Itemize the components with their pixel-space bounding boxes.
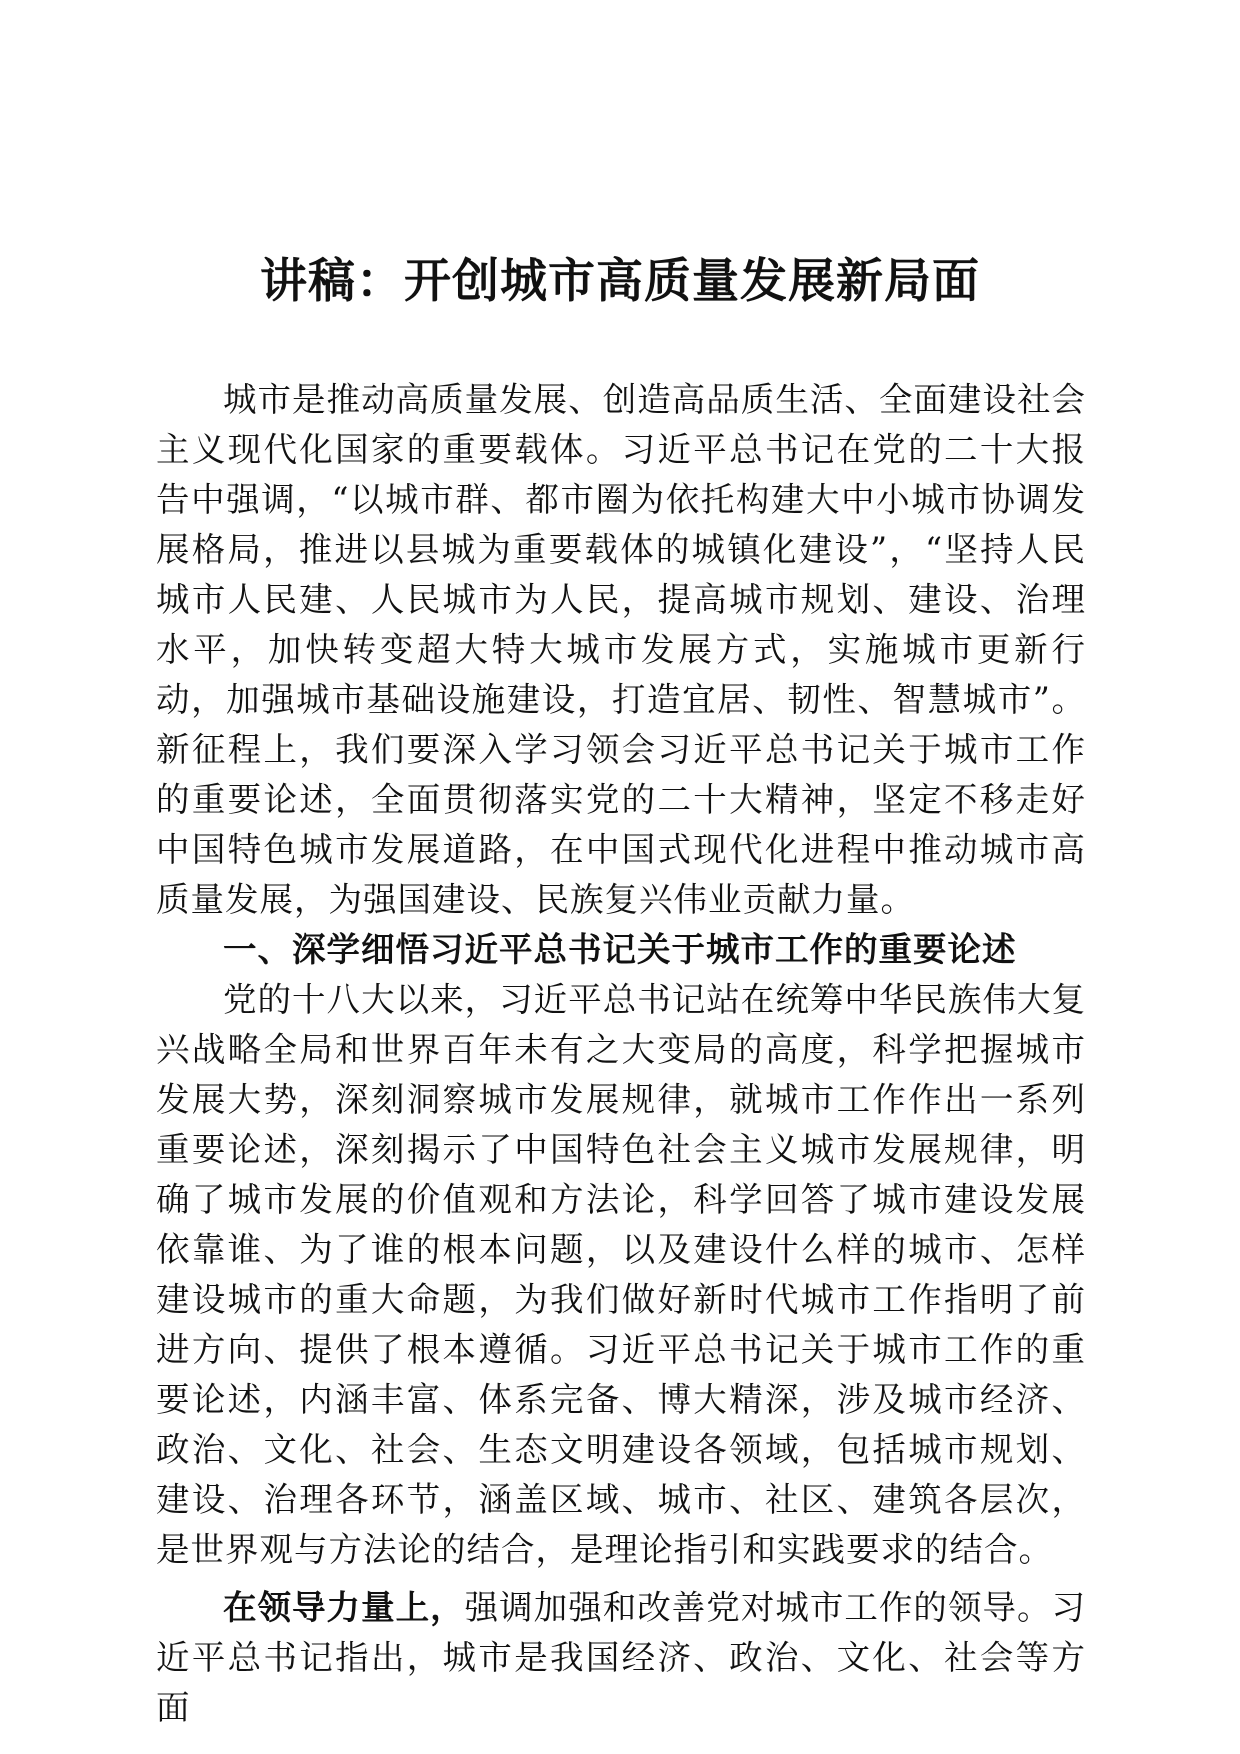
intro-paragraph: 城市是推动高质量发展、创造高品质生活、全面建设社会主义现代化国家的重要载体。习近平总书记在党的二十大报告中强调，“以城市群、都市圈为依托构建大中小城市协调发展格局，推进以县城为重要载体的城镇化建设”，“坚持人民城市人民建、人民城市为人民，提高城市规划、建设、治理水平，加快转变超大特大城市发展方式，实施城市更新行动，加强城市基础设施建设，打造宜居、韧性、智慧城市”。新征程上，我们要深入学习领会习近平总书记关于城市工作的重要论述，全面贯彻落实党的二十大精神，坚定不移走好中国特色城市发展道路，在中国式现代化进程中推动城市高质量发展，为强国建设、民族复兴伟业贡献力量。 [156,380,1087,919]
section-heading-1: 一、深学细悟习近平总书记关于城市工作的重要论述 [223,930,1017,969]
section-1-paragraph: 党的十八大以来，习近平总书记站在统筹中华民族伟大复兴战略全局和世界百年未有之大变局的高度，科学把握城市发展大势，深刻洞察城市发展规律，就城市工作作出一系列重要论述，深刻揭示了中国特色社会主义城市发展规律，明确了城市发展的价值观和方法论，科学回答了城市建设发展依靠谁、为了谁的根本问题，以及建设什么样的城市、怎样建设城市的重大命题，为我们做好新时代城市工作指明了前进方向、提供了根本遵循。习近平总书记关于城市工作的重要论述，内涵丰富、体系完备、博大精深，涉及城市经济、政治、文化、社会、生态文明建设各领域，包括城市规划、建设、治理各环节，涵盖区域、城市、社区、建筑各层次，是世界观与方法论的结合，是理论指引和实践要求的结合。 [156,980,1086,1569]
document-body [156,375,1086,1733]
document-title: 讲稿：开创城市高质量发展新局面 [260,254,980,309]
leadership-paragraph [156,1583,1086,1733]
leadership-lead-text: 在领导力量上， [223,1588,465,1627]
leadership-body-text: 强调加强和改善党对城市工作的领导。习近平总书记指出，城市是我国经济、政治、文化、社会等方面 [156,1588,1087,1727]
